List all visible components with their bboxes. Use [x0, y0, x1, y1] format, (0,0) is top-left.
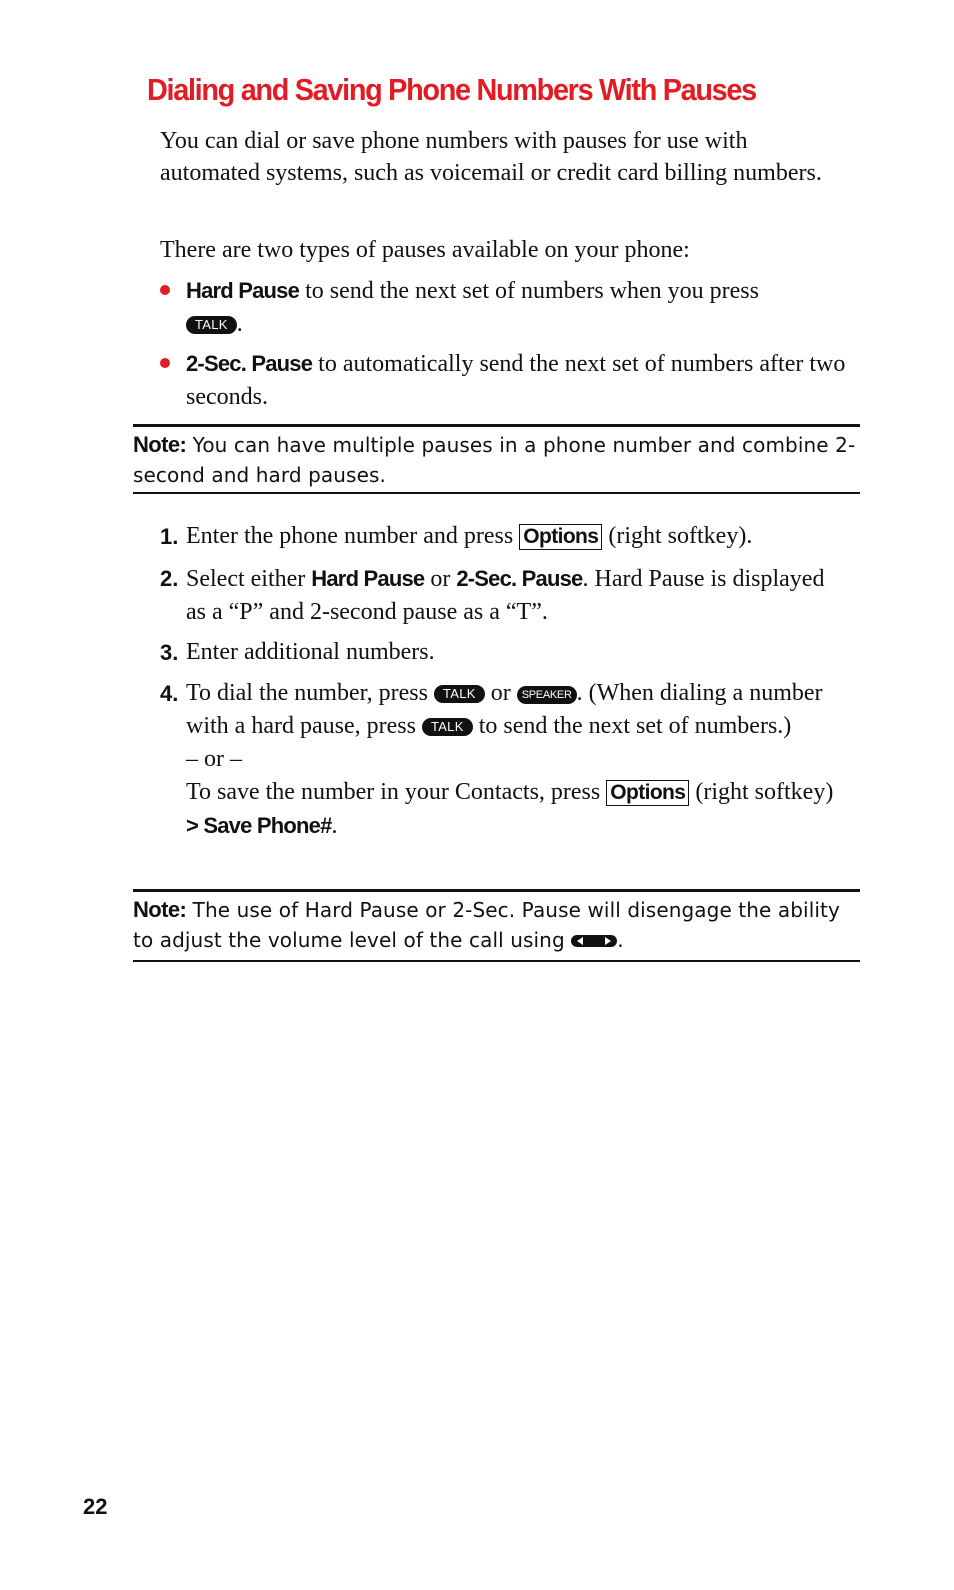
note-multiple-pauses [133, 430, 860, 490]
note-bottom-rule [133, 960, 860, 962]
step-text [186, 562, 850, 629]
bullet-text-part: to send the next set of numbers when you press [299, 278, 759, 304]
term-hard-pause: Hard Pause [311, 566, 425, 591]
step-text-part: . Hard Pause is displayed as a “P” and 2-second pause as a “T”. [186, 566, 825, 625]
bullet-dot-icon [160, 285, 170, 295]
note-label: Note: [133, 432, 187, 457]
bullet-text [186, 274, 850, 341]
step-number: 2. [160, 566, 179, 591]
bullet-text [186, 347, 850, 414]
step-4 [160, 677, 850, 843]
options-softkey-icon: Options [606, 780, 689, 806]
note-label: Note: [133, 897, 187, 922]
intro-paragraph: You can dial or save phone numbers with pauses for use with automated systems, such as voicemail or credit card billing numbers. [160, 128, 822, 186]
note-text: . [617, 928, 624, 952]
note-top-rule [133, 424, 860, 427]
step-1 [160, 520, 850, 553]
step-text-part: . (When dialing a number with a hard pause, press [186, 680, 823, 739]
step-text-part: or [484, 680, 517, 706]
bullet-2sec-pause [160, 347, 850, 414]
speaker-key-icon: SPEAKER [517, 686, 577, 704]
step-2 [160, 562, 850, 629]
step-text [186, 677, 850, 843]
bullet-dot-icon [160, 358, 170, 368]
step-number: 1. [160, 524, 179, 549]
page-number: 22 [83, 1494, 108, 1519]
term-2sec-pause: 2-Sec. Pause [186, 351, 313, 376]
bullet-text-part: to automatically send the next set of numbers after two seconds. [186, 351, 846, 410]
note-bottom-rule [133, 492, 860, 494]
bullet-text-part: . [236, 311, 243, 337]
step-text: Enter additional numbers. [186, 639, 435, 665]
step-text-part: or [424, 566, 457, 592]
step-text-part: . [331, 813, 338, 839]
step-text [186, 520, 850, 553]
step-3 [160, 636, 850, 669]
step-text-part: (right softkey). [602, 523, 753, 549]
step-number: 3. [160, 640, 179, 665]
step-text-part: To dial the number, press [186, 680, 434, 706]
talk-key-icon: TALK [434, 685, 485, 703]
page-title: Dialing and Saving Phone Numbers With Pauses [147, 72, 756, 107]
term-2sec-pause: 2-Sec. Pause [456, 566, 583, 591]
step-text-part: Enter the phone number and press [186, 523, 520, 549]
step-text-part: Select either [186, 566, 312, 592]
bullet-hard-pause [160, 274, 850, 341]
talk-key-icon: TALK [186, 316, 237, 334]
step-text-part: To save the number in your Contacts, press [186, 779, 607, 805]
pause-types-intro: There are two types of pauses available on your phone: [160, 237, 690, 263]
term-hard-pause: Hard Pause [186, 278, 300, 303]
or-separator: – or – [186, 746, 242, 772]
note-volume [133, 895, 860, 955]
step-text-part: to send the next set of numbers.) [472, 713, 792, 739]
menu-path-save-phone: > Save Phone# [186, 813, 332, 838]
note-text: The use of Hard Pause or 2-Sec. Pause will disengage the ability to adjust the volume level of the call using [133, 898, 840, 952]
step-number: 4. [160, 681, 179, 706]
nav-left-right-key-icon [571, 935, 617, 947]
note-text: You can have multiple pauses in a phone number and combine 2-second and hard pauses. [133, 433, 856, 487]
options-softkey-icon: Options [519, 524, 602, 550]
step-text-part: (right softkey) [689, 779, 834, 805]
note-top-rule [133, 889, 860, 892]
talk-key-icon: TALK [422, 718, 473, 736]
